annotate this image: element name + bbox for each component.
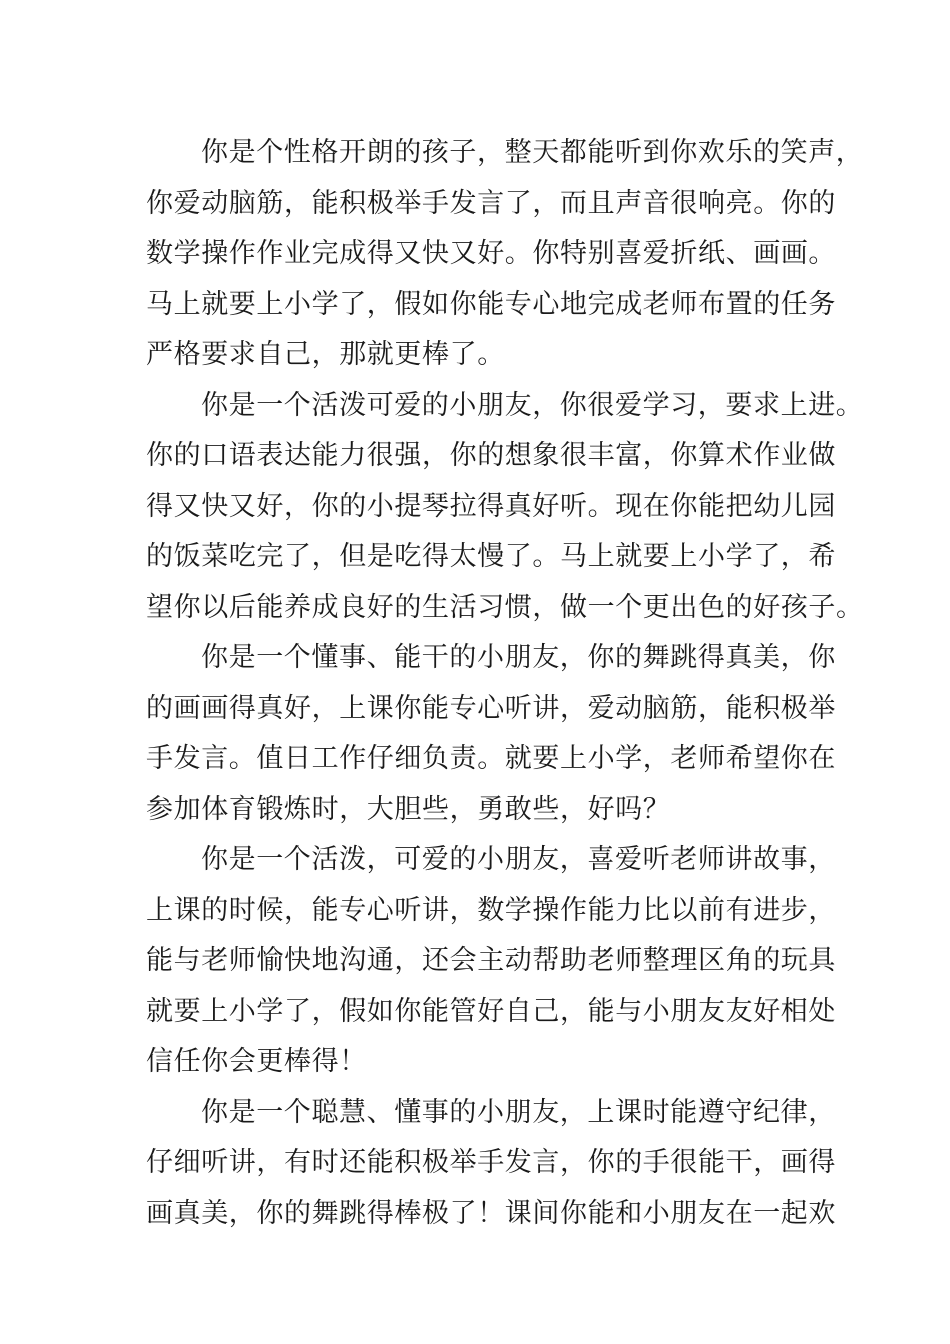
paragraph-3-line-3: 手发言。值日工作仔细负责。就要上小学，老师希望你在 <box>146 743 836 774</box>
paragraph-1-line-1: 你是个性格开朗的孩子，整天都能听到你欢乐的笑声， <box>201 137 864 168</box>
paragraph-4-line-5: 信任你会更棒得！ <box>146 1046 367 1077</box>
paragraph-5-line-2: 仔细听讲，有时还能积极举手发言，你的手很能干，画得 <box>146 1147 836 1178</box>
paragraph-3-line-2: 的画画得真好，上课你能专心听讲，爱动脑筋，能积极举 <box>146 692 836 724</box>
paragraph-2-line-2: 你的口语表达能力很强，你的想象很丰富，你算术作业做 <box>146 440 836 471</box>
document-body <box>146 128 864 1239</box>
paragraph-5-line-3: 画真美，你的舞跳得棒极了！课间你能和小朋友在一起欢 <box>146 1197 836 1229</box>
paragraph-2-line-3: 得又快又好，你的小提琴拉得真好听。现在你能把幼儿园 <box>146 490 836 522</box>
paragraph-2-line-5: 望你以后能养成良好的生活习惯，做一个更出色的好孩子。 <box>146 591 864 623</box>
paragraph-3-line-4: 参加体育锻炼时，大胆些，勇敢些，好吗？ <box>146 793 671 825</box>
paragraph-2-line-1: 你是一个活泼可爱的小朋友，你很爱学习，要求上进。 <box>201 389 864 421</box>
paragraph-5-line-1: 你是一个聪慧、懂事的小朋友，上课时能遵守纪律， <box>201 1096 836 1128</box>
paragraph-4-line-2: 上课的时候，能专心听讲，数学操作能力比以前有进步， <box>146 894 836 926</box>
paragraph-1-line-2: 你爱动脑筋，能积极举手发言了，而且声音很响亮。你的 <box>146 187 836 219</box>
paragraph-2-line-4: 的饭菜吃完了，但是吃得太慢了。马上就要上小学了，希 <box>146 541 836 572</box>
paragraph-1-line-4: 马上就要上小学了，假如你能专心地完成老师布置的任务 <box>146 288 836 320</box>
paragraph-1-line-5: 严格要求自己，那就更棒了。 <box>146 339 505 370</box>
paragraph-4-line-4: 就要上小学了，假如你能管好自己，能与小朋友友好相处 <box>146 995 836 1027</box>
paragraph-1-line-3: 数学操作作业完成得又快又好。你特别喜爱折纸、画画。 <box>146 238 836 269</box>
paragraph-4-line-3: 能与老师愉快地沟通，还会主动帮助老师整理区角的玩具 <box>146 945 836 976</box>
paragraph-4-line-1: 你是一个活泼，可爱的小朋友，喜爱听老师讲故事， <box>201 844 836 875</box>
paragraph-3-line-1: 你是一个懂事、能干的小朋友，你的舞跳得真美，你 <box>201 642 836 673</box>
